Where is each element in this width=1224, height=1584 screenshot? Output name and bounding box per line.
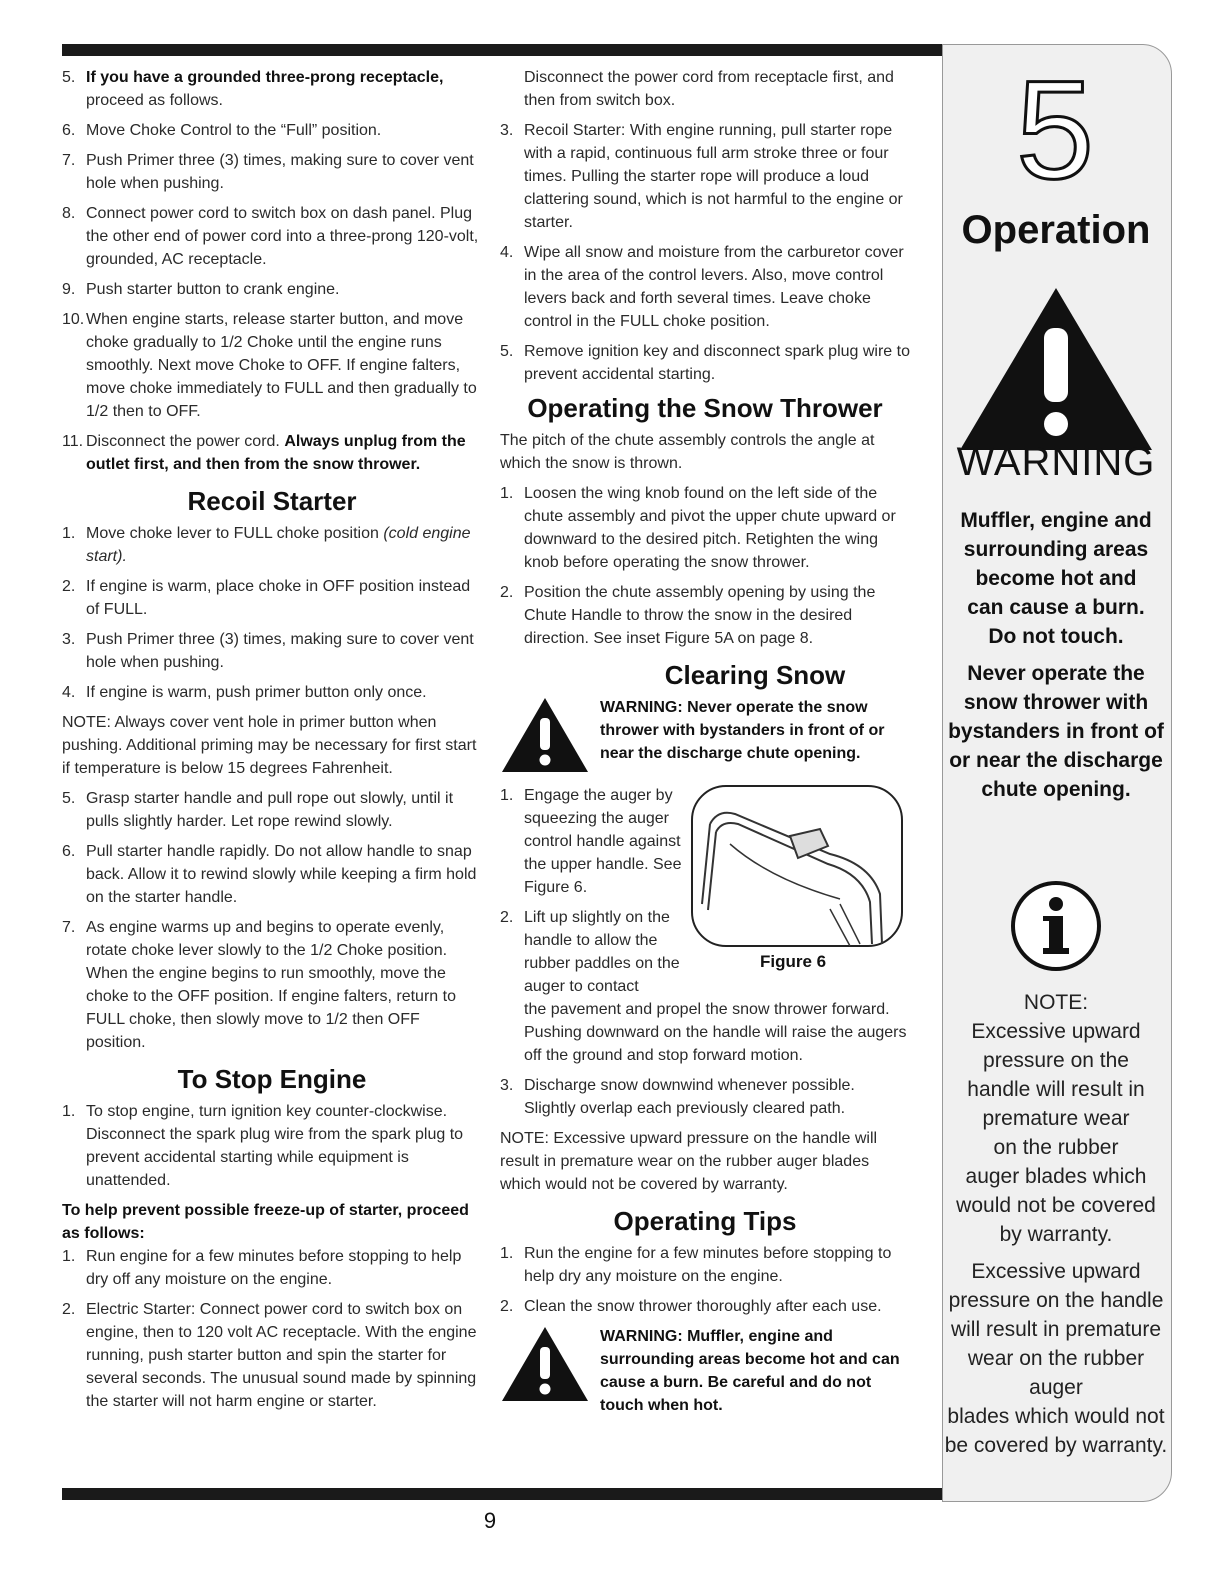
figure-caption: Figure 6	[760, 952, 827, 971]
list-item: 5. Grasp starter handle and pull rope out slowly, until it pulls slightly harder. Let rope rewind slowly.	[62, 790, 454, 830]
list-item: 8. Connect power cord to switch box on dash panel. Plug the other end of power cord into a three-prong 120-volt, grounded, AC receptacle.	[62, 205, 479, 268]
list-item: 2. Lift up slightly on the handle to allow the rubber paddles on the auger to contact	[500, 909, 680, 995]
list-item: 3. Discharge snow downwind whenever possible. Slightly overlap each previously cleared path.	[500, 1077, 855, 1117]
list-item: 6. Move Choke Control to the “Full” position.	[62, 122, 382, 139]
section-title-clearing-snow: Clearing Snow	[664, 660, 846, 690]
tips-warning: WARNING: Muffler, engine and surrounding areas become hot and can cause a burn. Be careful and do not touch when hot.	[500, 1325, 910, 1417]
list-item: 3. Recoil Starter: With engine running, pull starter rope with a rapid, continuous full arm stroke three or four times. Pulling the starter rope will produce a loud clattering sound, which is not harmful to the engine or starter.	[500, 122, 903, 231]
section-title-recoil-starter: Recoil Starter	[187, 486, 357, 516]
section-title-operating: Operating the Snow Thrower	[527, 393, 883, 423]
list-item: 10. When engine starts, release starter button, and move choke gradually to 1/2 Choke until the engine runs smoothly. Next move Choke to OFF. If engine falters, move choke immediately to FULL and then gradually to 1/2 then to OFF.	[62, 311, 477, 420]
list-item: 2. Clean the snow thrower thoroughly after each use.	[500, 1298, 882, 1315]
list-item-continued: Disconnect the power cord from receptacle first, and then from switch box.	[524, 69, 894, 109]
list-item: 1. To stop engine, turn ignition key counter-clockwise. Disconnect the spark plug wire from the spark plug to prevent accidental starting while equipment is unattended.	[62, 1103, 464, 1189]
sidebar-note: NOTE: Excessive upward pressure on the handle will result in premature wear on the rubber auger blades which would not be covered by warranty. Excessive upward pressure on the handle will result in premature wear on the rubber auger blades which would not be covered by warranty.	[944, 991, 1168, 1457]
list-item: 2. Position the chute assembly opening by using the Chute Handle to throw the snow in the desired direction. See inset Figure 5A on page 8.	[500, 584, 876, 647]
section-title-stop-engine: To Stop Engine	[177, 1064, 367, 1094]
clearing-note: NOTE: Excessive upward pressure on the handle will result in premature wear on the rubber auger blades which would not be covered by warranty.	[500, 1130, 878, 1193]
list-item: 4. If engine is warm, push primer button only once.	[62, 684, 427, 701]
list-item: 11. Disconnect the power cord. Always unplug from the outlet first, and then from the snow thrower.	[62, 433, 466, 473]
clearing-warning: WARNING: Never operate the snow thrower with bystanders in front of or near the discharge chute opening.	[500, 696, 910, 774]
chapter-number: 5	[1016, 51, 1094, 208]
warning-triangle-icon	[956, 284, 1156, 454]
list-item: 7. As engine warms up and begins to operate evenly, rotate choke lever slowly to the 1/2 Choke position. When the engine begins to run smoothly, move the choke to the OFF position. If engine falters, return to FULL choke, then slowly move to 1/2 then OFF position.	[62, 919, 456, 1051]
list-item: 9. Push starter button to crank engine.	[62, 281, 340, 298]
top-rule	[62, 44, 942, 56]
list-item: 1. Engage the auger by squeezing the auger control handle against the upper handle. See Figure 6.	[500, 787, 682, 896]
list-item: 5. Remove ignition key and disconnect spark plug wire to prevent accidental starting.	[500, 343, 910, 383]
sidebar-warning-text: Muffler, engine and surrounding areas become hot and can cause a burn. Do not touch. Never operate the snow thrower with bystanders in front of or near the discharge chute opening.	[948, 509, 1164, 801]
section-title-operating-tips: Operating Tips	[613, 1206, 797, 1236]
list-item-continued: the pavement and propel the snow thrower forward. Pushing downward on the handle will raise the augers off the ground and stop forward motion.	[524, 1001, 907, 1064]
operating-intro: The pitch of the chute assembly controls the angle at which the snow is thrown.	[500, 432, 875, 472]
right-column	[500, 66, 910, 1427]
list-item: 1. Run the engine for a few minutes before stopping to help dry any moisture on the engine.	[500, 1245, 892, 1285]
list-item: 6. Pull starter handle rapidly. Do not allow handle to snap back. Allow it to rewind slowly while keeping a firm hold on the starter handle.	[62, 843, 477, 906]
bottom-rule	[62, 1488, 942, 1500]
sidebar-warning-word: WARNING	[956, 440, 1156, 484]
list-item: 5. If you have a grounded three-prong receptacle, proceed as follows.	[62, 69, 444, 109]
info-icon	[1010, 880, 1102, 972]
figure-6-area	[500, 784, 910, 998]
list-item: 3. Push Primer three (3) times, making sure to cover vent hole when pushing.	[62, 631, 474, 671]
list-item: 4. Wipe all snow and moisture from the carburetor cover in the area of the control levers. Also, move control levers back and forth several times. Leave choke control in the FULL choke position.	[500, 244, 904, 330]
figure-6-illustration	[690, 784, 904, 948]
page-number: 9	[483, 1508, 497, 1533]
list-item: 2. If engine is warm, place choke in OFF position instead of FULL.	[62, 578, 471, 618]
list-item: 2. Electric Starter: Connect power cord to switch box on engine, then to 120 volt AC receptacle. With the engine running, push starter button and spin the starter for several seconds. The unusual sound made by spinning the starter will not harm engine or starter.	[62, 1301, 477, 1410]
list-item: 1. Move choke lever to FULL choke position (cold engine start).	[62, 525, 471, 565]
freeze-heading: To help prevent possible freeze-up of starter, proceed as follows:	[62, 1202, 469, 1242]
recoil-note: NOTE: Always cover vent hole in primer button when pushing. Additional priming may be necessary for first start if temperature is below 15 degrees Fahrenheit.	[62, 714, 477, 777]
warning-triangle-icon	[500, 1325, 590, 1403]
list-item: 1. Loosen the wing knob found on the left side of the chute assembly and pivot the upper chute upward or downward to the desired pitch. Retighten the wing knob before operating the snow thrower.	[500, 485, 896, 571]
warning-triangle-icon	[500, 696, 590, 774]
left-column	[62, 66, 482, 1420]
list-item: 1. Run engine for a few minutes before stopping to help dry off any moisture on the engine.	[62, 1248, 462, 1288]
chapter-title: Operation	[961, 208, 1151, 252]
list-item: 7. Push Primer three (3) times, making sure to cover vent hole when pushing.	[62, 152, 474, 192]
